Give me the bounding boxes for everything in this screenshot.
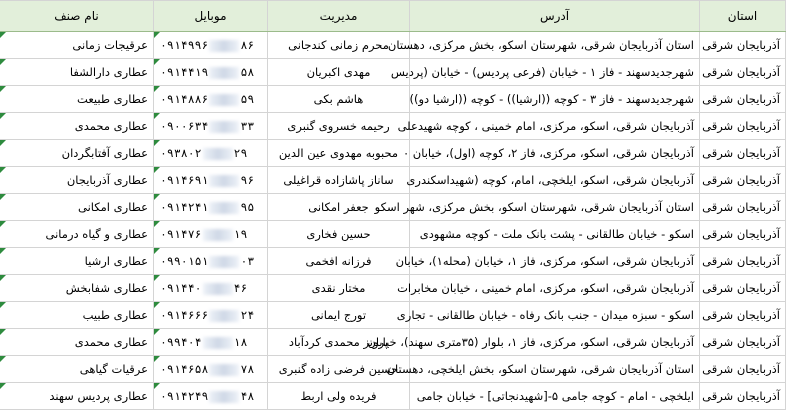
error-indicator-icon bbox=[0, 221, 6, 227]
error-indicator-icon bbox=[154, 356, 160, 362]
address-cell[interactable]: شهرجدیدسهند - فاز ۱ - خیابان (فرعی پردیس) - خیابان (پردیس bbox=[410, 59, 700, 86]
province-cell[interactable]: آذربایجان شرقی bbox=[700, 248, 786, 275]
error-indicator-icon bbox=[154, 140, 160, 146]
mobile-suffix: ۲۴ bbox=[240, 308, 255, 322]
mobile-prefix: ۰۹۱۴۴۰ bbox=[160, 281, 202, 295]
mobile-prefix: ۰۹۰۰۶۳۴ bbox=[160, 119, 209, 133]
redacted-digits bbox=[209, 310, 239, 322]
mobile-cell[interactable] bbox=[154, 113, 268, 140]
shop-name-cell[interactable]: عطاری امکانی bbox=[0, 194, 154, 221]
table-row bbox=[0, 167, 786, 194]
mobile-prefix: ۰۹۱۴۲۴۱ bbox=[160, 200, 209, 214]
table-row bbox=[0, 248, 786, 275]
address-cell[interactable]: آذربایجان شرقی، اسکو، ایلخچی، امام، کوچه (شهیداسکندری bbox=[410, 167, 700, 194]
mobile-cell[interactable] bbox=[154, 59, 268, 86]
manager-cell[interactable]: فریده ولی اربط bbox=[268, 383, 410, 410]
mobile-prefix: ۰۹۱۴۸۸۶ bbox=[160, 92, 209, 106]
table-row bbox=[0, 113, 786, 140]
province-cell[interactable]: آذربایجان شرقی bbox=[700, 329, 786, 356]
province-cell[interactable]: آذربایجان شرقی bbox=[700, 167, 786, 194]
address-cell[interactable]: آذربایجان شرقی، اسکو، مرکزی، امام خمینی ، کوچه شهیدعلی bbox=[410, 113, 700, 140]
error-indicator-icon bbox=[0, 248, 6, 254]
error-indicator-icon bbox=[154, 32, 160, 38]
mobile-suffix: ۱۹ bbox=[233, 227, 248, 241]
mobile-prefix: ۰۹۱۴۹۹۶ bbox=[160, 38, 209, 52]
header-province[interactable]: استان bbox=[700, 1, 786, 32]
address-cell[interactable]: اسکو - سبزه میدان - جنب بانک رفاه - خیابان طالقانی - تجاری bbox=[410, 302, 700, 329]
redacted-digits bbox=[209, 175, 239, 187]
table-row bbox=[0, 275, 786, 302]
table-row bbox=[0, 59, 786, 86]
province-cell[interactable]: آذربایجان شرقی bbox=[700, 32, 786, 59]
shop-name-cell[interactable]: عطاری طبیعت bbox=[0, 86, 154, 113]
province-cell[interactable]: آذربایجان شرقی bbox=[700, 86, 786, 113]
redacted-digits bbox=[209, 67, 239, 79]
redacted-digits bbox=[209, 121, 239, 133]
redacted-digits bbox=[209, 40, 239, 52]
province-cell[interactable]: آذربایجان شرقی bbox=[700, 383, 786, 410]
manager-cell[interactable]: محبوبه مهدوی عین الدین bbox=[268, 140, 410, 167]
mobile-cell[interactable] bbox=[154, 86, 268, 113]
mobile-suffix: ۵۸ bbox=[240, 65, 255, 79]
mobile-cell[interactable] bbox=[154, 356, 268, 383]
province-cell[interactable]: آذربایجان شرقی bbox=[700, 140, 786, 167]
error-indicator-icon bbox=[0, 113, 6, 119]
error-indicator-icon bbox=[154, 329, 160, 335]
mobile-suffix: ۴۶ bbox=[233, 281, 248, 295]
shop-name-cell[interactable]: عطاری دارالشفا bbox=[0, 59, 154, 86]
address-cell[interactable]: استان آذربایجان شرقی، شهرستان اسکو، بخش مرکزی، شهر اسکو bbox=[410, 194, 700, 221]
address-cell[interactable]: آذربایجان شرقی، اسکو، مرکزی، فاز ۱، خیابان (محله۱)، خیابان bbox=[410, 248, 700, 275]
error-indicator-icon bbox=[0, 59, 6, 65]
mobile-prefix: ۰۹۱۴۶۵۸ bbox=[160, 362, 209, 376]
mobile-suffix: ۹۵ bbox=[240, 200, 255, 214]
redacted-digits bbox=[203, 283, 233, 295]
mobile-cell[interactable] bbox=[154, 140, 268, 167]
table-row bbox=[0, 194, 786, 221]
error-indicator-icon bbox=[0, 302, 6, 308]
table-row bbox=[0, 302, 786, 329]
address-cell[interactable]: شهرجدیدسهند - فاز ۳ - کوچه ((ارشیا)) - کوچه ((ارشیا دو)) bbox=[410, 86, 700, 113]
table-row bbox=[0, 329, 786, 356]
table-row bbox=[0, 32, 786, 59]
table-row bbox=[0, 383, 786, 410]
mobile-suffix: ۴۸ bbox=[240, 389, 255, 403]
manager-cell[interactable]: حسین فرضی زاده گنبری bbox=[268, 356, 410, 383]
shop-name-cell[interactable]: عرقیجات زمانی bbox=[0, 32, 154, 59]
error-indicator-icon bbox=[0, 167, 6, 173]
redacted-digits bbox=[209, 94, 239, 106]
mobile-cell[interactable] bbox=[154, 32, 268, 59]
error-indicator-icon bbox=[154, 59, 160, 65]
header-mobile[interactable]: موبایل bbox=[154, 1, 268, 32]
redacted-digits bbox=[203, 337, 233, 349]
mobile-cell[interactable] bbox=[154, 248, 268, 275]
shop-name-cell[interactable]: عطاری و گیاه درمانی bbox=[0, 221, 154, 248]
shop-name-cell[interactable]: عطاری طبیب bbox=[0, 302, 154, 329]
mobile-cell[interactable] bbox=[154, 275, 268, 302]
province-cell[interactable]: آذربایجان شرقی bbox=[700, 221, 786, 248]
redacted-digits bbox=[209, 391, 239, 403]
address-cell[interactable]: ایلخچی - امام - کوچه جامی ۵-[شهیدنجاتی] - خیابان جامی bbox=[410, 383, 700, 410]
error-indicator-icon bbox=[0, 32, 6, 38]
mobile-cell[interactable] bbox=[154, 383, 268, 410]
error-indicator-icon bbox=[154, 113, 160, 119]
address-cell[interactable]: آذربایجان شرقی، اسکو، مرکزی، فاز ۲، کوچه (اول)، خیابان ۰ bbox=[410, 140, 700, 167]
error-indicator-icon bbox=[0, 356, 6, 362]
manager-cell[interactable]: فرزانه افخمی bbox=[268, 248, 410, 275]
error-indicator-icon bbox=[154, 167, 160, 173]
mobile-suffix: ۵۹ bbox=[240, 92, 255, 106]
table-row bbox=[0, 140, 786, 167]
mobile-cell[interactable] bbox=[154, 221, 268, 248]
error-indicator-icon bbox=[154, 248, 160, 254]
mobile-suffix: ۰۳ bbox=[240, 254, 255, 268]
address-cell[interactable]: استان آذربایجان شرقی، شهرستان اسکو، بخش ایلخچی، دهستان bbox=[410, 356, 700, 383]
mobile-suffix: ۱۸ bbox=[233, 335, 248, 349]
mobile-suffix: ۲۹ bbox=[233, 146, 248, 160]
mobile-cell[interactable] bbox=[154, 329, 268, 356]
shop-name-cell[interactable]: عطاری محمدی bbox=[0, 329, 154, 356]
error-indicator-icon bbox=[0, 140, 6, 146]
province-cell[interactable]: آذربایجان شرقی bbox=[700, 356, 786, 383]
shop-name-cell[interactable]: عطاری شفابخش bbox=[0, 275, 154, 302]
header-shop-name[interactable]: نام صنف bbox=[0, 1, 154, 32]
manager-cell[interactable]: حسین فخاری bbox=[268, 221, 410, 248]
mobile-prefix: ۰۹۹۴۰۴ bbox=[160, 335, 202, 349]
manager-cell[interactable]: جعفر امکانی bbox=[268, 194, 410, 221]
mobile-suffix: ۳۳ bbox=[240, 119, 255, 133]
manager-cell[interactable]: پرویز محمدی کردآباد bbox=[268, 329, 410, 356]
mobile-suffix: ۷۸ bbox=[240, 362, 255, 376]
mobile-prefix: ۰۹۱۴۶۹۱ bbox=[160, 173, 209, 187]
manager-cell[interactable]: مختار نقدی bbox=[268, 275, 410, 302]
shop-name-cell[interactable]: عطاری محمدی bbox=[0, 113, 154, 140]
mobile-cell[interactable] bbox=[154, 194, 268, 221]
manager-cell[interactable]: هاشم بکی bbox=[268, 86, 410, 113]
shop-name-cell[interactable]: عرقیات گیاهی bbox=[0, 356, 154, 383]
mobile-prefix: ۰۹۱۴۶۶۶ bbox=[160, 308, 209, 322]
mobile-prefix: ۰۹۱۴۷۶ bbox=[160, 227, 202, 241]
table-row bbox=[0, 221, 786, 248]
error-indicator-icon bbox=[154, 86, 160, 92]
table-row bbox=[0, 356, 786, 383]
error-indicator-icon bbox=[154, 302, 160, 308]
province-cell[interactable]: آذربایجان شرقی bbox=[700, 194, 786, 221]
redacted-digits bbox=[209, 256, 239, 268]
address-cell[interactable]: اسکو - خیابان طالقانی - پشت بانک ملت - کوچه مشهودی bbox=[410, 221, 700, 248]
address-cell[interactable]: آذربایجان شرقی، اسکو، مرکزی، فاز ۱، بلوار (۳۵متری سهند)، خیابان bbox=[410, 329, 700, 356]
mobile-prefix: ۰۹۱۴۲۴۹ bbox=[160, 389, 209, 403]
mobile-prefix: ۰۹۱۴۴۱۹ bbox=[160, 65, 209, 79]
mobile-prefix: ۰۹۹۰۱۵۱ bbox=[160, 254, 209, 268]
manager-cell[interactable]: مهدی اکبریان bbox=[268, 59, 410, 86]
address-cell[interactable]: استان آذربایجان شرقی، شهرستان اسکو، بخش مرکزی، دهستان bbox=[410, 32, 700, 59]
mobile-cell[interactable] bbox=[154, 167, 268, 194]
error-indicator-icon bbox=[0, 275, 6, 281]
error-indicator-icon bbox=[154, 275, 160, 281]
error-indicator-icon bbox=[154, 383, 160, 389]
shop-name-cell[interactable]: عطاری آذربایجان bbox=[0, 167, 154, 194]
error-indicator-icon bbox=[0, 383, 6, 389]
error-indicator-icon bbox=[0, 329, 6, 335]
redacted-digits bbox=[203, 229, 233, 241]
mobile-prefix: ۰۹۳۸۰۲ bbox=[160, 146, 202, 160]
shop-name-cell[interactable]: عطاری پردیس سهند bbox=[0, 383, 154, 410]
mobile-suffix: ۹۶ bbox=[240, 173, 255, 187]
province-cell[interactable]: آذربایجان شرقی bbox=[700, 59, 786, 86]
error-indicator-icon bbox=[0, 86, 6, 92]
header-row bbox=[0, 1, 786, 32]
redacted-digits bbox=[203, 148, 233, 160]
redacted-digits bbox=[209, 202, 239, 214]
address-cell[interactable]: آذربایجان شرقی، اسکو، مرکزی، امام خمینی ، خیابان مخابرات bbox=[410, 275, 700, 302]
province-cell[interactable]: آذربایجان شرقی bbox=[700, 113, 786, 140]
manager-cell[interactable]: رحیمه خسروی گنبری bbox=[268, 113, 410, 140]
manager-cell[interactable]: تورج ایمانی bbox=[268, 302, 410, 329]
manager-cell[interactable]: محرم زمانی کندجانی bbox=[268, 32, 410, 59]
province-cell[interactable]: آذربایجان شرقی bbox=[700, 302, 786, 329]
mobile-cell[interactable] bbox=[154, 302, 268, 329]
shop-name-cell[interactable]: عطاری ارشیا bbox=[0, 248, 154, 275]
province-cell[interactable]: آذربایجان شرقی bbox=[700, 275, 786, 302]
header-manager[interactable]: مدیریت bbox=[268, 1, 410, 32]
shop-name-cell[interactable]: عطاری آفتابگردان bbox=[0, 140, 154, 167]
error-indicator-icon bbox=[154, 221, 160, 227]
manager-cell[interactable]: ساناز پاشازاده قراغیلی bbox=[268, 167, 410, 194]
mobile-suffix: ۸۶ bbox=[240, 38, 255, 52]
error-indicator-icon bbox=[0, 194, 6, 200]
header-address[interactable]: آدرس bbox=[410, 1, 700, 32]
redacted-digits bbox=[209, 364, 239, 376]
table-row bbox=[0, 86, 786, 113]
error-indicator-icon bbox=[154, 194, 160, 200]
